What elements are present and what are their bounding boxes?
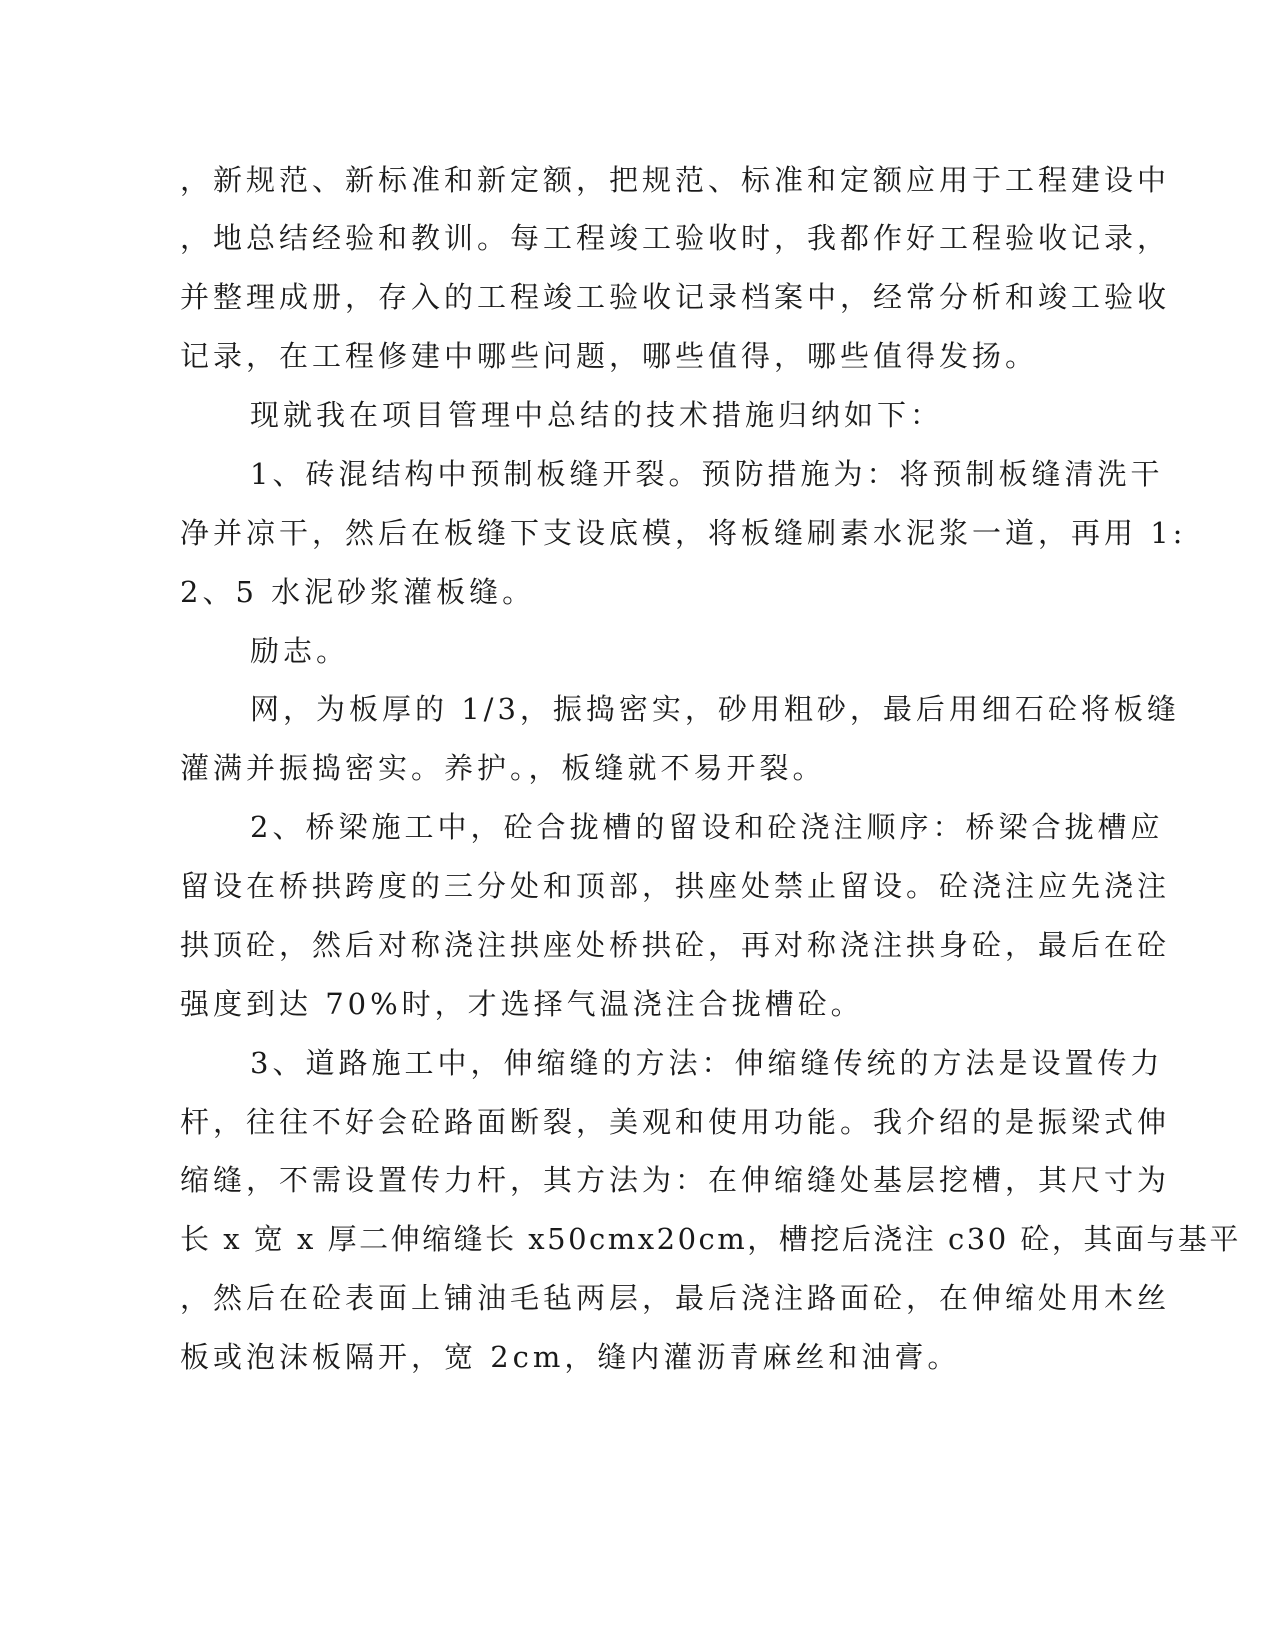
text-line: 缩缝，不需设置传力杆，其方法为：在伸缩缝处基层挖槽，其尺寸为 xyxy=(180,1163,1171,1197)
text-line: ，新规范、新标准和新定额，把规范、标准和定额应用于工程建设中 xyxy=(180,163,1171,197)
paragraph-first-line: 3、道路施工中，伸缩缝的方法：伸缩缝传统的方法是设置传力 xyxy=(250,1046,1164,1080)
text-line: 板或泡沫板隔开，宽 2cm，缝内灌沥青麻丝和油膏。 xyxy=(180,1340,961,1374)
paragraph-first-line: 2、桥梁施工中，砼合拢槽的留设和砼浇注顺序：桥梁合拢槽应 xyxy=(250,810,1164,844)
text-line: 长 x 宽 x 厚二伸缩缝长 x50cmx20cm，槽挖后浇注 c30 砼，其面与基平 xyxy=(180,1222,1241,1256)
text-line: ，然后在砼表面上铺油毛毡两层，最后浇注路面砼，在伸缩处用木丝 xyxy=(180,1281,1171,1315)
paragraph-first-line: 励志。 xyxy=(250,634,350,668)
text-line: 净并凉干，然后在板缝下支设底模，将板缝刷素水泥浆一道，再用 1: xyxy=(180,516,1187,550)
text-line: 杆，往往不好会砼路面断裂，美观和使用功能。我介绍的是振梁式伸 xyxy=(180,1105,1171,1139)
paragraph-first-line: 现就我在项目管理中总结的技术措施归纳如下： xyxy=(250,398,944,432)
text-line: ，地总结经验和教训。每工程竣工验收时，我都作好工程验收记录， xyxy=(180,221,1171,255)
paragraph-first-line: 1、砖混结构中预制板缝开裂。预防措施为：将预制板缝清洗干 xyxy=(250,457,1164,491)
text-line: 并整理成册，存入的工程竣工验收记录档案中，经常分析和竣工验收 xyxy=(180,280,1171,314)
text-line: 留设在桥拱跨度的三分处和顶部，拱座处禁止留设。砼浇注应先浇注 xyxy=(180,869,1171,903)
text-line: 拱顶砼，然后对称浇注拱座处桥拱砼，再对称浇注拱身砼，最后在砼 xyxy=(180,928,1171,962)
text-line: 2、5 水泥砂浆灌板缝。 xyxy=(180,575,536,609)
paragraph-first-line: 网，为板厚的 1/3，振捣密实，砂用粗砂，最后用细石砼将板缝 xyxy=(250,692,1180,726)
text-line: 灌满并振捣密实。养护。，板缝就不易开裂。 xyxy=(180,751,826,785)
text-line: 记录，在工程修建中哪些问题，哪些值得，哪些值得发扬。 xyxy=(180,339,1039,373)
text-line: 强度到达 70%时，才选择气温浇注合拢槽砼。 xyxy=(180,987,864,1021)
